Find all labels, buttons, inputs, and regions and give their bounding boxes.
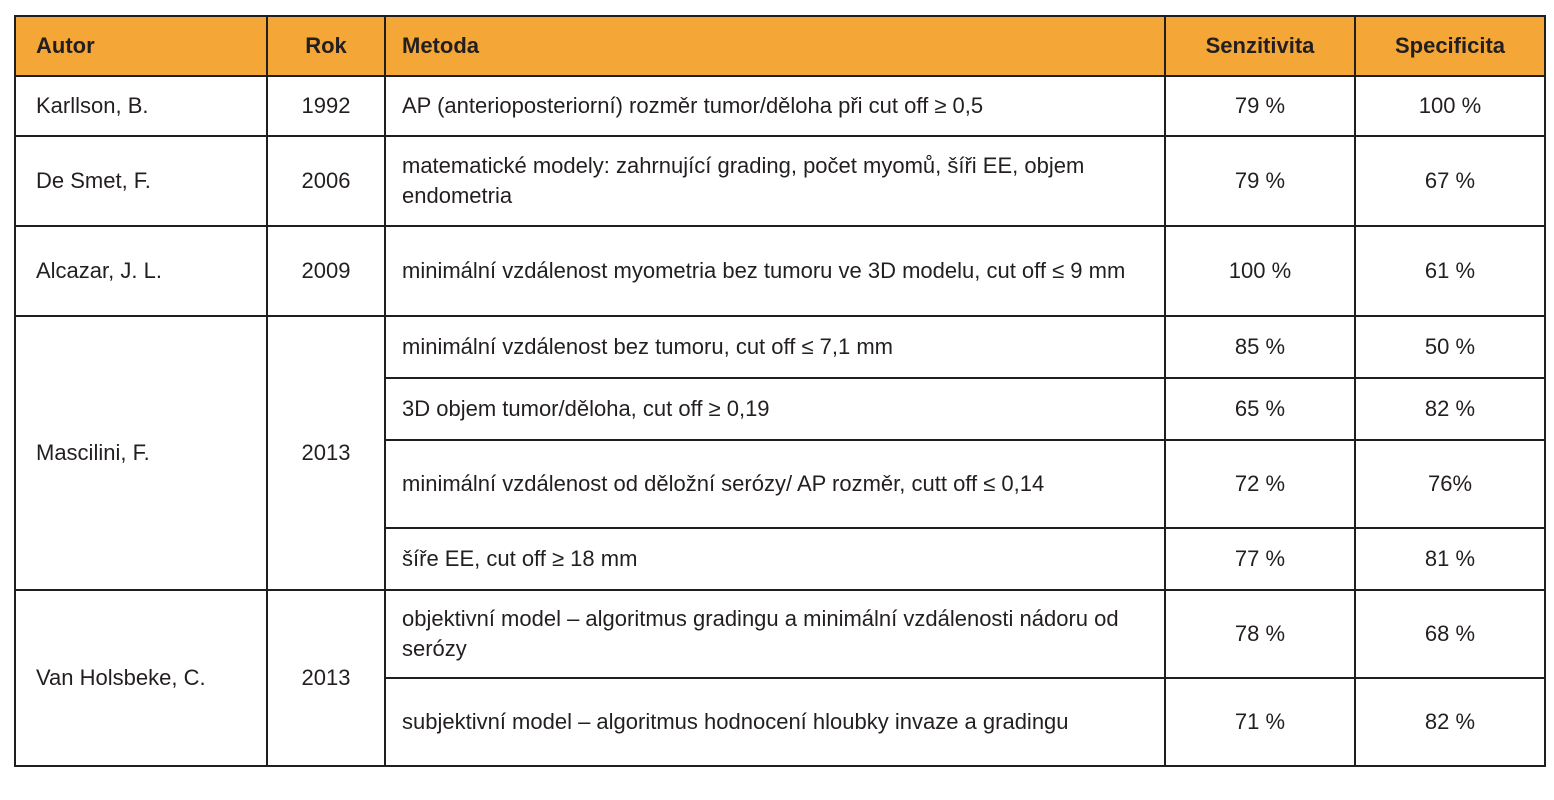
cell-senzitivita: 71 % (1165, 678, 1355, 766)
cell-specificita: 82 % (1355, 378, 1545, 440)
cell-senzitivita: 79 % (1165, 136, 1355, 226)
header-row (15, 16, 1545, 76)
cell-metoda: minimální vzdálenost myometria bez tumoru ve 3D modelu, cut off ≤ 9 mm (385, 226, 1165, 316)
cell-metoda: matematické modely: zahrnující grading, počet myomů, šíři EE, objem endometria (385, 136, 1165, 226)
cell-metoda: 3D objem tumor/děloha, cut off ≥ 0,19 (385, 378, 1165, 440)
cell-specificita: 100 % (1355, 76, 1545, 136)
table-header (15, 16, 1545, 76)
cell-specificita: 68 % (1355, 590, 1545, 678)
table-row (15, 136, 1545, 226)
cell-specificita: 76% (1355, 440, 1545, 528)
cell-rok: 2013 (267, 316, 385, 590)
header-specificita: Specificita (1355, 16, 1545, 76)
cell-rok: 2013 (267, 590, 385, 766)
cell-rok: 2009 (267, 226, 385, 316)
cell-rok: 2006 (267, 136, 385, 226)
table-row (15, 316, 1545, 378)
cell-metoda: AP (anterioposteriorní) rozměr tumor/děloha při cut off ≥ 0,5 (385, 76, 1165, 136)
cell-autor: Van Holsbeke, C. (15, 590, 267, 766)
header-senzitivita: Senzitivita (1165, 16, 1355, 76)
cell-senzitivita: 72 % (1165, 440, 1355, 528)
cell-specificita: 61 % (1355, 226, 1545, 316)
cell-senzitivita: 79 % (1165, 76, 1355, 136)
table-container (14, 15, 1546, 767)
header-rok: Rok (267, 16, 385, 76)
cell-autor: De Smet, F. (15, 136, 267, 226)
cell-metoda: minimální vzdálenost bez tumoru, cut off ≤ 7,1 mm (385, 316, 1165, 378)
table-row (15, 76, 1545, 136)
cell-senzitivita: 78 % (1165, 590, 1355, 678)
header-autor: Autor (15, 16, 267, 76)
cell-autor: Karllson, B. (15, 76, 267, 136)
cell-senzitivita: 100 % (1165, 226, 1355, 316)
cell-specificita: 82 % (1355, 678, 1545, 766)
cell-specificita: 67 % (1355, 136, 1545, 226)
cell-specificita: 50 % (1355, 316, 1545, 378)
cell-rok: 1992 (267, 76, 385, 136)
cell-metoda: subjektivní model – algoritmus hodnocení hloubky invaze a gradingu (385, 678, 1165, 766)
cell-senzitivita: 85 % (1165, 316, 1355, 378)
results-table (14, 15, 1546, 767)
cell-specificita: 81 % (1355, 528, 1545, 590)
table-row (15, 590, 1545, 678)
table-body (15, 76, 1545, 766)
header-metoda: Metoda (385, 16, 1165, 76)
cell-senzitivita: 65 % (1165, 378, 1355, 440)
cell-senzitivita: 77 % (1165, 528, 1355, 590)
cell-metoda: minimální vzdálenost od děložní serózy/ AP rozměr, cutt off ≤ 0,14 (385, 440, 1165, 528)
table-row (15, 226, 1545, 316)
cell-autor: Mascilini, F. (15, 316, 267, 590)
cell-autor: Alcazar, J. L. (15, 226, 267, 316)
cell-metoda: šíře EE, cut off ≥ 18 mm (385, 528, 1165, 590)
cell-metoda: objektivní model – algoritmus gradingu a minimální vzdálenosti nádoru od serózy (385, 590, 1165, 678)
